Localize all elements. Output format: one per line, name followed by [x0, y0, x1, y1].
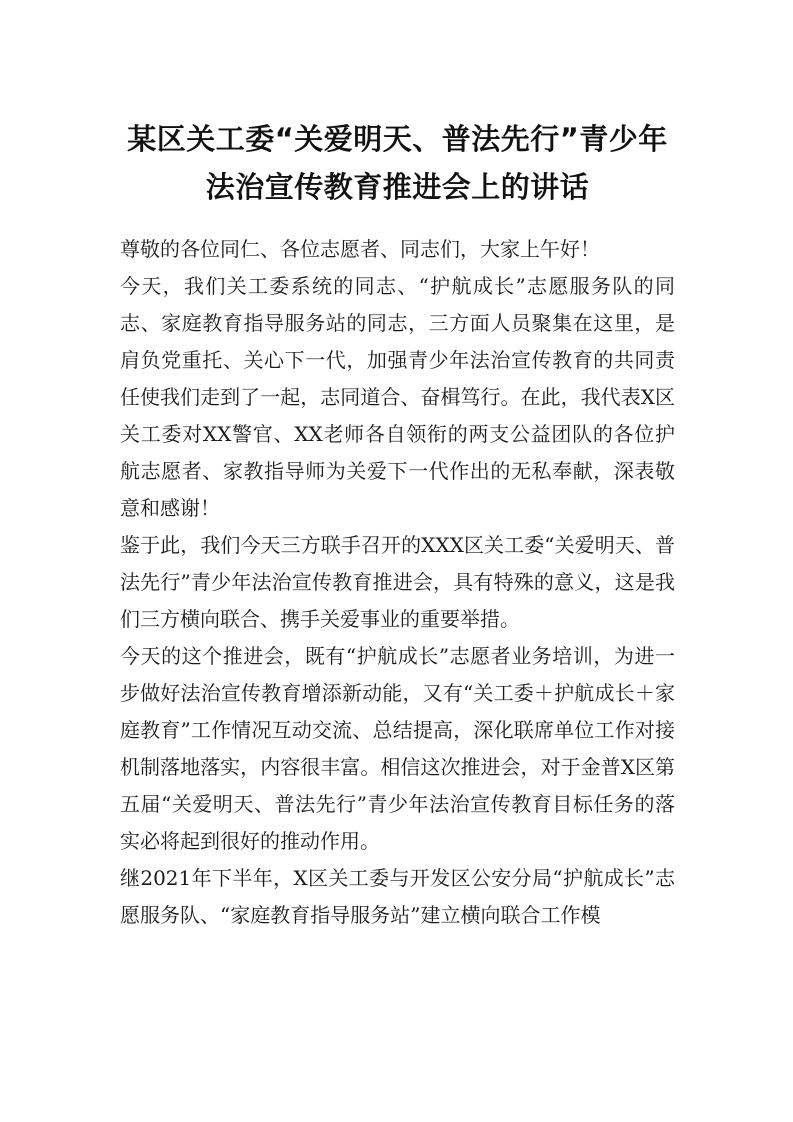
paragraph-history: 继2021年下半年，X区关工委与开发区公安分局“护航成长”志愿服务队、“家庭教育指导服务站”建立横向联合工作模 — [120, 866, 675, 927]
document-body — [120, 231, 675, 934]
title-line-2: 法治宣传教育推进会上的讲话 — [205, 170, 590, 204]
paragraph-significance: 鉴于此，我们今天三方联手召开的XXX区关工委“关爱明天、普法先行”青少年法治宣传教育推进会，具有特殊的意义，这是我们三方横向联合、携手关爱事业的重要举措。 — [120, 533, 675, 631]
paragraph-greeting: 尊敬的各位同仁、各位志愿者、同志们，大家上午好！ — [120, 237, 600, 261]
document-title — [120, 117, 675, 209]
paragraph-gratitude: 今天，我们关工委系统的同志、“护航成长”志愿服务队的同志、家庭教育指导服务站的同志，三方面人员聚集在这里，是肩负党重托、关心下一代，加强青少年法治宣传教育的共同责任使我们走到了一起，志同道合、奋楫笃行。在此，我代表X区关工委对XX警官、XX老师各自领衔的两支公益团队的各位护航志愿者、家教指导师为关爱下一代作出的无私奉献，深表敬意和感谢！ — [120, 274, 675, 520]
title-line-1: 某区关工委“关爱明天、普法先行”青少年 — [127, 122, 668, 156]
paragraph-content: 今天的这个推进会，既有“护航成长”志愿者业务培训，为进一步做好法治宣传教育增添新动能，又有“关工委＋护航成长＋家庭教育”工作情况互动交流、总结提高，深化联席单位工作对接机制落地落实，内容很丰富。相信这次推进会，对于金普X区第五届“关爱明天、普法先行”青少年法治宣传教育目标任务的落实必将起到很好的推动作用。 — [120, 644, 675, 853]
